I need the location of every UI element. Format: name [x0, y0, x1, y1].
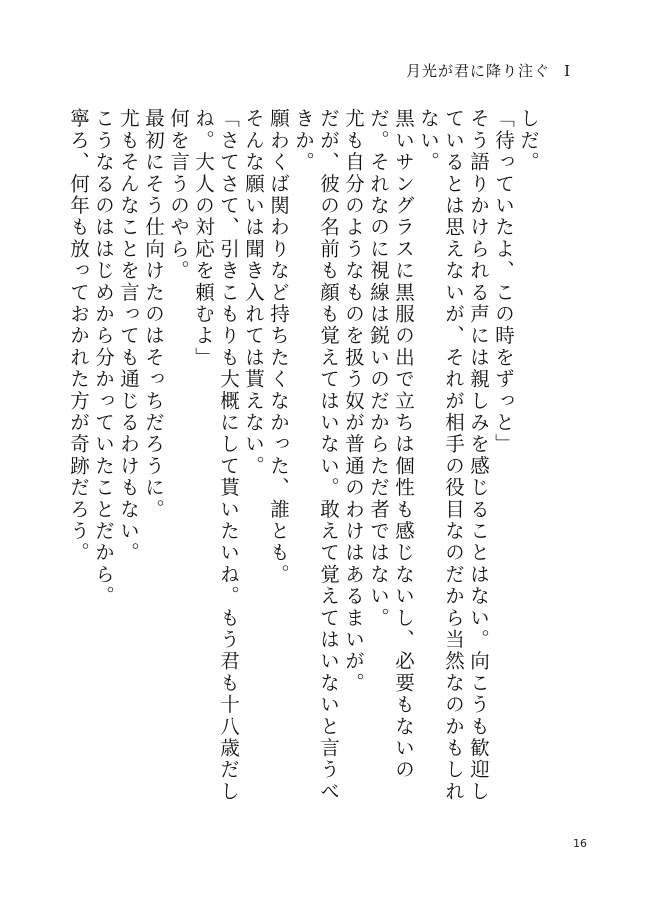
paragraph: こうなるのははじめから分かっていたことだから。: [92, 108, 115, 608]
vertical-text-block: [66, 108, 541, 818]
paragraph: だが、彼の名前も顔も覚えてはいない。敢えて覚えてはいないと言うべきか。: [292, 108, 340, 803]
paragraph: 「さてさて、引きこもりも大概にして貰いたいね。もう君も十八歳だしね。大人の対応を頼むよ」: [192, 108, 240, 803]
book-title: 月光が君に降り注ぐ: [406, 62, 551, 80]
paragraph: 願わくば関わりなど持ちたくなかった、誰とも。: [267, 108, 290, 586]
paragraph: 最初にそう仕向けたのはそっちだろうに。: [142, 108, 165, 521]
paragraph: 尤も自分のようなものを扱う奴が普通のわけはあるまいが。: [342, 108, 365, 694]
paragraph: 尤もそんなことを言っても通じるわけもない。: [117, 108, 140, 564]
page-number: 16: [573, 837, 587, 850]
volume-number: Ⅰ: [564, 62, 571, 80]
paragraph: そんな願いは聞き入れては貰えない。: [242, 108, 265, 477]
paragraph: そう語りかけられる声には親しみを感じることはない。向こうも歓迎しているとは思えないが、それが相手の役目なのだから当然なのかもしれない。: [417, 108, 490, 803]
paragraph: しだ。: [517, 108, 540, 174]
paragraph: 寧ろ、何年も放っておかれた方が奇跡だろう。: [67, 108, 90, 564]
paragraph: 黒いサングラスに黒服の出で立ちは個性も感じないし、必要もないのだ。それなのに視線は鋭いのだからただ者ではない。: [367, 108, 415, 781]
running-header: [406, 60, 571, 81]
paragraph: 「待っていたよ、この時をずっと」: [492, 108, 515, 456]
paragraph: 何を言うのやら。: [167, 108, 190, 282]
